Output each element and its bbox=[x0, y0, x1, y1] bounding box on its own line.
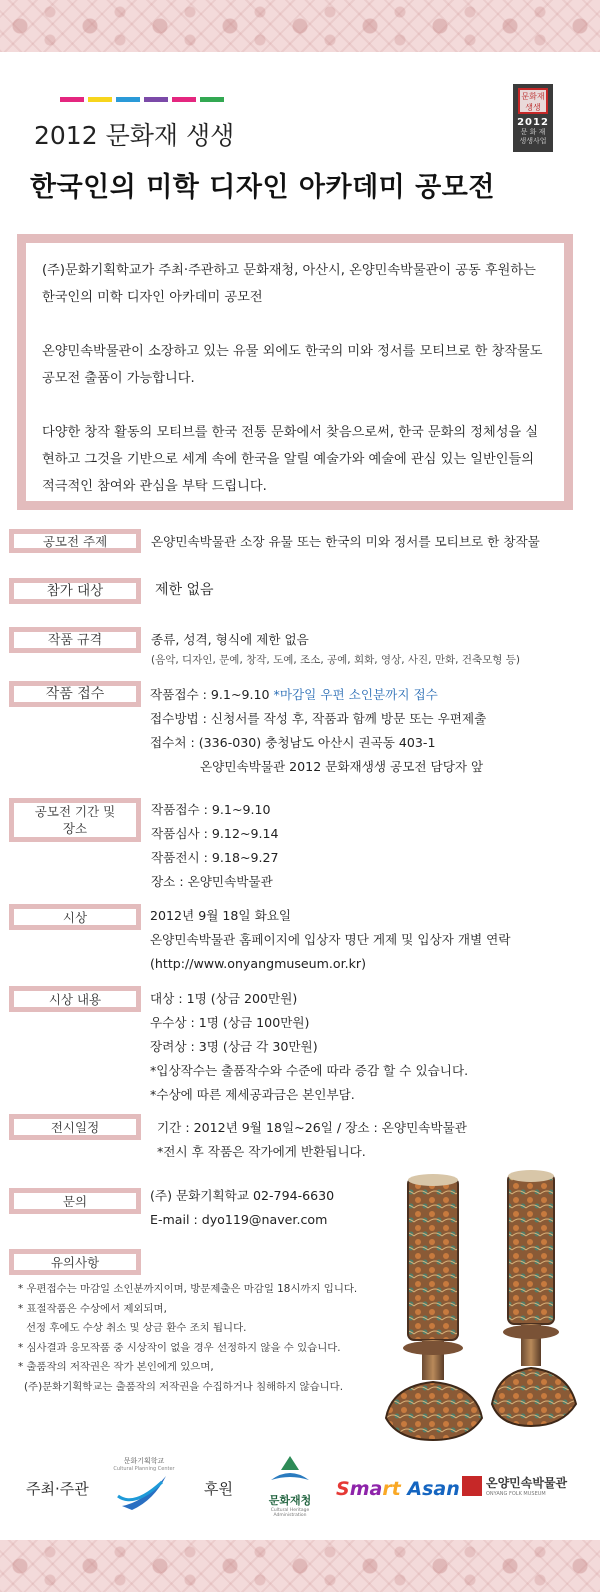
badge-line1: 문 화 재 bbox=[520, 128, 546, 136]
exhibit-line: *전시 후 작품은 작가에게 반환됩니다. bbox=[157, 1144, 366, 1159]
host-label: 주최·주관 bbox=[26, 1480, 89, 1498]
submit-line-4: 온양민속박물관 2012 문화재생생 공모전 담당자 앞 bbox=[200, 759, 484, 774]
title-small: 2012 문화재 생생 bbox=[34, 121, 235, 150]
prize-line: 대상 : 1명 (상금 200만원) bbox=[150, 991, 298, 1006]
submit-line-3: 접수처 : (336-030) 충청남도 아산시 권곡동 403-1 bbox=[150, 735, 436, 750]
smart-asan-asan: Asan bbox=[400, 1478, 460, 1500]
label-notice: 유의사항 bbox=[9, 1249, 141, 1275]
museum-name: 온양민속박물관 bbox=[486, 1476, 568, 1490]
cha-name-en: Cultural Heritage Administration bbox=[270, 1508, 310, 1518]
label-period: 공모전 기간 및 장소 bbox=[9, 798, 141, 842]
intro-box bbox=[17, 234, 573, 510]
badge-line2: 생생사업 bbox=[519, 137, 547, 145]
swoosh-icon bbox=[114, 1472, 174, 1512]
notice-line: * 출품작의 저작권은 작가 본인에게 있으며, bbox=[18, 1361, 214, 1373]
label-award: 시상 bbox=[9, 904, 141, 930]
exhibit-line: 기간 : 2012년 9월 18일~26일 / 장소 : 온양민속박물관 bbox=[157, 1120, 467, 1135]
prize-line: *입상작수는 출품작수와 수준에 따라 증감 할 수 있습니다. bbox=[150, 1063, 469, 1078]
contact-text bbox=[150, 1184, 334, 1232]
theme-text: 온양민속박물관 소장 유물 또는 한국의 미와 정서를 모티브로 한 창작물 bbox=[151, 534, 540, 549]
label-target: 참가 대상 bbox=[9, 578, 141, 604]
notice-list bbox=[18, 1280, 398, 1397]
award-line: 온양민속박물관 홈페이지에 입상자 명단 게제 및 입상자 개별 연락 bbox=[150, 932, 511, 947]
notice-line: * 우편접수는 마감일 소인분까지이며, 방문제출은 마감일 18시까지 입니다. bbox=[18, 1283, 358, 1295]
label-submit: 작품 접수 bbox=[9, 681, 141, 707]
notice-line: 선정 후에도 수상 취소 및 상금 환수 조치 됩니다. bbox=[26, 1322, 247, 1334]
cha-name: 문화재청 bbox=[268, 1494, 312, 1507]
school-name-en: Cultural Planning Center bbox=[113, 1466, 175, 1472]
sponsor-label: 후원 bbox=[204, 1480, 233, 1498]
footer-sponsors bbox=[0, 1452, 600, 1532]
period-line: 작품심사 : 9.12~9.14 bbox=[151, 826, 279, 841]
award-text bbox=[150, 904, 511, 976]
candlestick-artifact-image bbox=[372, 1168, 594, 1458]
period-text bbox=[151, 798, 279, 894]
smart-asan-s: S bbox=[336, 1478, 350, 1500]
submit-deadline-note: *마감일 우편 소인분까지 접수 bbox=[273, 687, 438, 702]
color-stripe-pink bbox=[60, 97, 84, 102]
top-pattern-banner bbox=[0, 0, 600, 52]
bottom-pattern-banner bbox=[0, 1540, 600, 1592]
museum-emblem-icon bbox=[462, 1476, 482, 1496]
spec-main: 종류, 성격, 형식에 제한 없음 bbox=[151, 632, 309, 647]
color-stripe bbox=[60, 97, 224, 102]
label-prizes: 시상 내용 bbox=[9, 986, 141, 1012]
museum-name-en: ONYANG FOLK MUSEUM bbox=[486, 1491, 546, 1497]
submit-line-2: 접수방법 : 신청서를 작성 후, 작품과 함께 방문 또는 우편제출 bbox=[150, 711, 487, 726]
heritage-administration-icon bbox=[265, 1454, 315, 1488]
award-url-link[interactable]: (http://www.onyangmuseum.or.kr) bbox=[150, 956, 366, 971]
intro-paragraph-1: (주)문화기획학교가 주최·주관하고 문화재청, 아산시, 온양민속박물관이 공동 후원하는 한국인의 미학 디자인 아카데미 공모전 bbox=[42, 263, 536, 305]
smart-asan-logo bbox=[336, 1478, 460, 1500]
label-theme: 공모전 주제 bbox=[9, 529, 141, 553]
cha-logo bbox=[254, 1454, 326, 1518]
notice-line: * 심사결과 응모작품 중 시상작이 없을 경우 선정하지 않을 수 있습니다. bbox=[18, 1341, 341, 1354]
intro-paragraph-2: 온양민속박물관이 소장하고 있는 유물 외에도 한국의 미와 정서를 모티브로 한 창작물도 공모전 출품이 가능합니다. bbox=[42, 344, 543, 386]
submit-line-1 bbox=[150, 683, 486, 707]
museum-logo bbox=[462, 1474, 580, 1497]
school-name: 문화기획학교 bbox=[123, 1457, 165, 1465]
submit-text bbox=[150, 683, 486, 779]
notice-line: (주)문화기획학교는 출품작의 저작권을 수집하거나 침해하지 않습니다. bbox=[24, 1380, 344, 1393]
spec-text bbox=[151, 628, 520, 668]
contact-email-link[interactable]: E-mail : dyo119@naver.com bbox=[150, 1212, 328, 1227]
smart-asan-rt: rt bbox=[382, 1478, 401, 1500]
color-stripe-magenta bbox=[172, 97, 196, 102]
color-stripe-yellow bbox=[88, 97, 112, 102]
seal-icon: 문화재 생생 bbox=[518, 88, 548, 114]
label-contact: 문의 bbox=[9, 1188, 141, 1214]
badge-year: 2012 bbox=[517, 117, 549, 128]
color-stripe-green bbox=[200, 97, 224, 102]
label-spec: 작품 규격 bbox=[9, 627, 141, 653]
spec-note: (음악, 디자인, 문예, 창작, 도예, 조소, 공예, 회화, 영상, 사진, 만화, 건축모형 등) bbox=[151, 654, 520, 666]
period-line: 작품접수 : 9.1~9.10 bbox=[151, 802, 271, 817]
prize-line: 우수상 : 1명 (상금 100만원) bbox=[150, 1015, 310, 1030]
prize-line: 장려상 : 3명 (상금 각 30만원) bbox=[150, 1039, 318, 1054]
target-text: 제한 없음 bbox=[155, 582, 214, 598]
exhibit-text bbox=[157, 1116, 467, 1164]
period-line: 작품전시 : 9.18~9.27 bbox=[151, 850, 279, 865]
period-line: 장소 : 온양민속박물관 bbox=[151, 874, 273, 889]
color-stripe-purple bbox=[144, 97, 168, 102]
submit-period: 작품접수 : 9.1~9.10 bbox=[150, 687, 274, 702]
contact-phone: (주) 문화기획학교 02-794-6630 bbox=[150, 1188, 335, 1203]
school-logo bbox=[104, 1456, 184, 1516]
notice-line: * 표절작품은 수상에서 제외되며, bbox=[18, 1302, 167, 1315]
label-exhibit: 전시일정 bbox=[9, 1114, 141, 1140]
intro-paragraph-3: 다양한 창작 활동의 모티브를 한국 전통 문화에서 찾음으로써, 한국 문화의 정체성을 실현하고 그것을 기반으로 세계 속에 한국을 알릴 예술가와 예술에 관심 있는 일반인들의 적극적인 참여와 관심을 부탁 드립니다. bbox=[42, 425, 539, 494]
page-title: 한국인의 미학 디자인 아카데미 공모전 bbox=[30, 172, 495, 203]
award-line: 2012년 9월 18일 화요일 bbox=[150, 908, 292, 923]
prize-line: *수상에 따른 제세공과금은 본인부담. bbox=[150, 1087, 355, 1102]
event-badge-logo bbox=[513, 84, 553, 152]
color-stripe-blue bbox=[116, 97, 140, 102]
smart-asan-ma: ma bbox=[349, 1478, 383, 1500]
prizes-text bbox=[150, 987, 468, 1107]
